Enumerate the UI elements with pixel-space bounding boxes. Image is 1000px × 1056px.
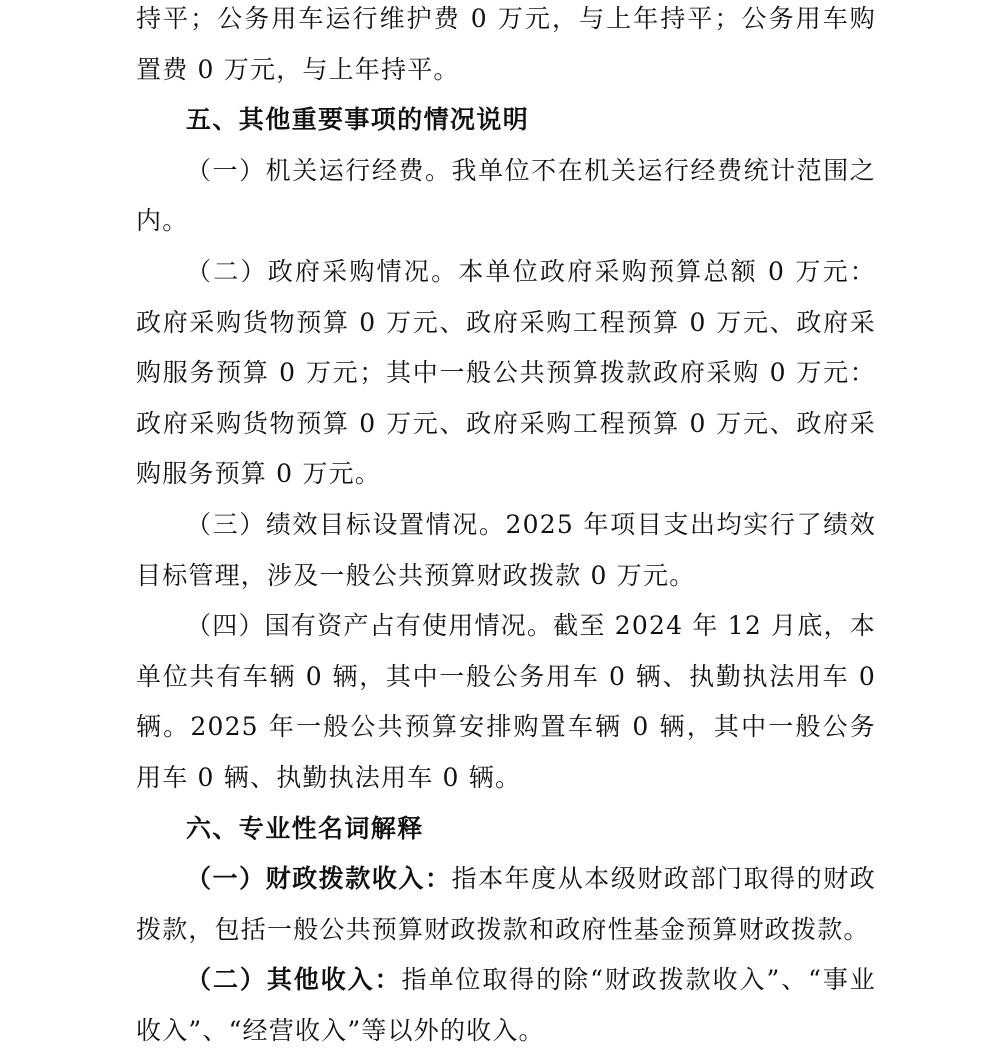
term-fiscal-appropriation-income: （一）财政拨款收入： [186, 864, 452, 894]
paragraph-lead-state-assets: （四）国有资产占有使用情况。 [186, 611, 554, 641]
definition-fiscal-appropriation-income: 指本年度从本级财政部门取得的财政拨款，包括一般公共预算财政拨款和政府性基金预算财政拨款。 [136, 864, 876, 944]
document-page [136, 0, 876, 1056]
paragraph-body-operating-expenses: 我单位不在机关运行经费统计范围之内。 [136, 155, 876, 236]
paragraph-state-assets [136, 601, 876, 803]
paragraph-lead-government-procurement: （二）政府采购情况。 [186, 256, 459, 286]
paragraph-lead-performance-targets: （三）绩效目标设置情况。 [186, 509, 506, 539]
paragraph-operating-expenses [136, 146, 876, 247]
definition-other-income: 指单位取得的除“财政拨款收入”、“事业收入”、“经营收入”等以外的收入。 [136, 965, 876, 1045]
term-other-income: （二）其他收入： [186, 965, 402, 995]
paragraph-vehicle-costs-continued: 持平；公务用车运行维护费 0 万元，与上年持平；公务用车购置费 0 万元，与上年持平。 [136, 4, 876, 84]
paragraph-body-state-assets: 截至 2024 年 12 月底，本单位共有车辆 0 辆，其中一般公务用车 0 辆、执勤执法用车 0 辆。2025 年一般公共预算安排购置车辆 0 辆，其中一般公务用车 0 辆、执勤执法用车 0 辆。 [136, 611, 876, 792]
paragraph-other-income [136, 955, 876, 1056]
paragraph-government-procurement [136, 247, 876, 500]
section-heading-other-matters: 五、其他重要事项的情况说明 [186, 105, 530, 135]
section-heading-terminology: 六、专业性名词解释 [186, 813, 424, 843]
paragraph-body-performance-targets: 2025 年项目支出均实行了绩效目标管理，涉及一般公共预算财政拨款 0 万元。 [136, 509, 876, 590]
paragraph-body-government-procurement: 本单位政府采购预算总额 0 万元：政府采购货物预算 0 万元、政府采购工程预算 0 万元、政府采购服务预算 0 万元；其中一般公共预算拨款政府采购 0 万元：政府采购货物预算 0 万元、政府采购工程预算 0 万元、政府采购服务预算 0 万元。 [136, 256, 876, 489]
paragraph-performance-targets [136, 500, 876, 601]
paragraph-lead-operating-expenses: （一）机关运行经费。 [186, 155, 452, 185]
paragraph-fiscal-appropriation-income [136, 854, 876, 955]
